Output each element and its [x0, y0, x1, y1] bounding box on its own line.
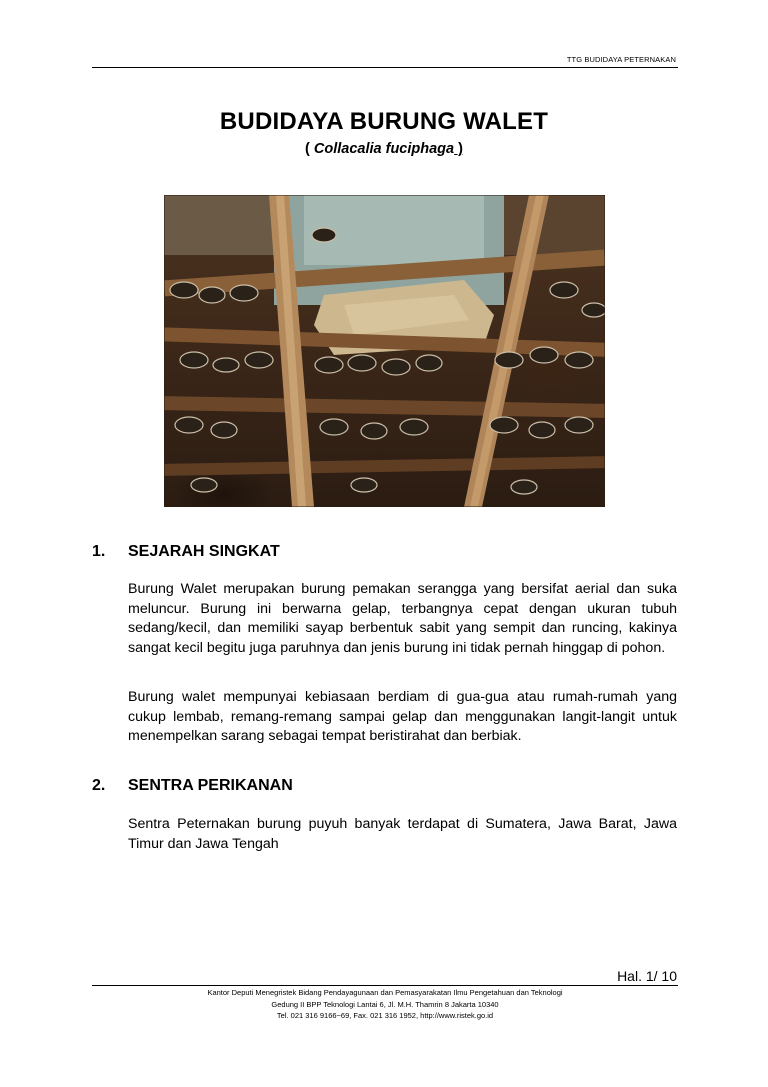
page-number: Hal. 1/ 10	[617, 968, 677, 984]
section-2-paragraph-1: Sentra Peternakan burung puyuh banyak terdapat di Sumatera, Jawa Barat, Jawa Timur dan Jawa Tengah	[128, 816, 677, 852]
scientific-name: Collacalia fuciphaga	[313, 141, 455, 157]
footer-address	[150, 987, 620, 1022]
footer-line-2: Gedung II BPP Teknologi Lantai 6, Jl. M.H. Thamrin 8 Jakarta 10340	[271, 999, 499, 1009]
section-title: SEJARAH SINGKAT	[128, 543, 280, 560]
footer-rule	[92, 985, 678, 986]
section-1-paragraph-2: Burung walet mempunyai kebiasaan berdiam di gua-gua atau rumah-rumah yang cukup lembab, remang-remang sampai gelap dan menggunakan langit-langit untuk menempelkan sarang sebagai tempat beristirahat dan berbiak.	[128, 689, 677, 744]
document-title: BUDIDAYA BURUNG WALET	[219, 108, 549, 135]
header-rule	[92, 67, 678, 68]
subtitle-close: )	[454, 141, 463, 157]
swiftlet-nest-photo	[164, 195, 605, 507]
footer-line-1: Kantor Deputi Menegristek Bidang Pendayagunaan dan Pemasyarakatan Ilmu Pengetahuan dan Teknologi	[207, 988, 563, 997]
section-number: 2.	[92, 777, 106, 794]
footer-line-3: Tel. 021 316 9166~69, Fax. 021 316 1952, http://www.ristek.go.id	[276, 1011, 494, 1020]
running-header: TTG BUDIDAYA PETERNAKAN	[566, 55, 676, 64]
document-subtitle	[0, 141, 768, 157]
section-title: SENTRA PERIKANAN	[128, 777, 293, 794]
photo-swiftlet-nests-icon	[164, 195, 605, 507]
subtitle-open: (	[305, 141, 314, 157]
section-1-paragraph-1: Burung Walet merupakan burung pemakan serangga yang bersifat aerial dan suka meluncur. Burung ini berwarna gelap, terbangnya cepat dengan ukuran tubuh sedang/kecil, dan memiliki sayap berbentuk sabit yang sempit dan runcing, kakinya sangat kecil begitu juga paruhnya dan jenis burung ini tidak pernah hinggap di pohon.	[128, 581, 677, 656]
section-number: 1.	[92, 543, 106, 560]
